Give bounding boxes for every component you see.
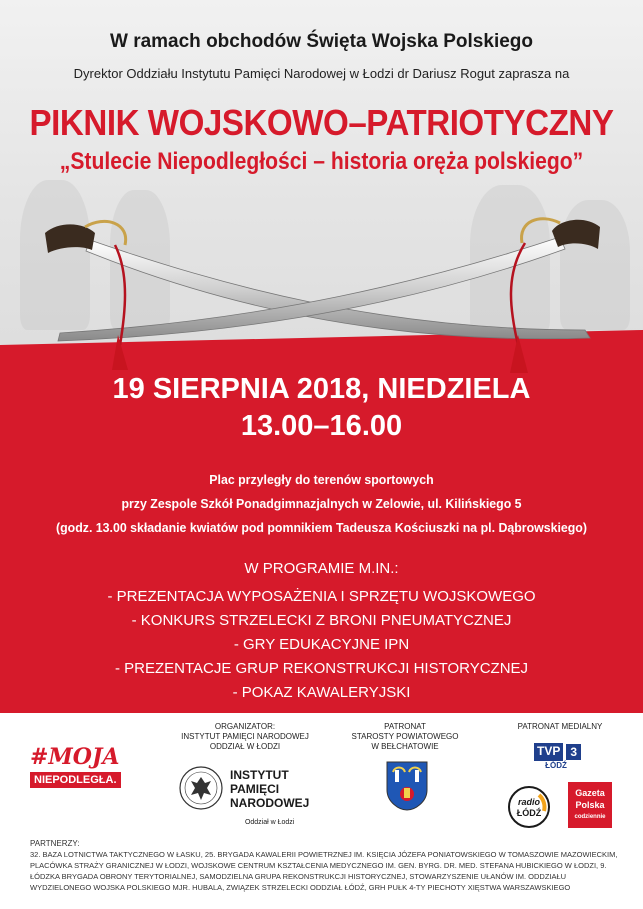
partners-text: 32. BAZA LOTNICTWA TAKTYCZNEGO W ŁASKU, 25. BRYGADA KAWALERII POWIETRZNEJ IM. KSIĘCIA JÓZEFA PONIATOWSKIEGO W TOMASZOWIE MAZOWIECKIM, PLACÓWKA STRAŻY GRANICZNEJ W ŁODZI, WOJSKOWE CENTRUM KSZTAŁCENIA MEDYCZNEGO IM. GEN. BYRG. DR. MED. STEFANA HUBICKIEGO W ŁODZI, 9. ŁÓDZKA BRYGADA OBRONY TERYTORIALNEJ, SAMODZIELNA GRUPA REKONSTRUKCJI HISTORYCZNEJ, STOWARZYSZENIE UŁANÓW IM. ODDZIAŁU WYDZIELONEGO WOJSKA POLSKIEGO MJR. HUBALA, ZWIĄZEK STRZELECKI ODDZIAŁ ŁÓDŹ, GRH PUŁK 4-TY PIECHOTY XIĘSTWA WARSZAWSKIEGO — [30, 850, 618, 892]
tvp-number: 3 — [565, 743, 582, 761]
radio-word: radio — [517, 797, 540, 807]
ipn-logo-text — [230, 768, 309, 830]
program-item: - GRY EDUKACYJNE IPN — [233, 636, 410, 653]
campaign-hash: #MOJA — [30, 744, 120, 770]
gazeta-line: Polska — [575, 800, 605, 810]
location-line: Plac przyległy do terenów sportowych — [209, 472, 434, 487]
program-list — [0, 585, 643, 705]
ipn-line: Oddział w Łodzi — [244, 819, 295, 826]
program-item: - PREZENTACJE GRUP REKONSTRUKCJI HISTORYCZNEJ — [114, 660, 529, 677]
location-line: (godz. 13.00 składanie kwiatów pod pomnikiem Tadeusza Kościuszki na pl. Dąbrowskiego) — [56, 520, 587, 535]
organizer-branch: ODDZIAŁ W ŁODZI — [209, 742, 281, 751]
tvp-city: ŁÓDŹ — [545, 761, 567, 770]
patronage-label — [345, 722, 465, 752]
event-time: 13.00–16.00 — [240, 410, 403, 442]
location-line: przy Zespole Szkół Ponadgimnazjalnych w Zelowie, ul. Kilińskiego 5 — [121, 496, 522, 511]
event-location — [16, 468, 627, 540]
event-subtitle: „Stulecie Niepodległości – historia oręża polskiego” — [59, 148, 584, 175]
organizer-label-text: ORGANIZATOR: — [214, 722, 276, 731]
media-label: PATRONAT MEDIALNY — [517, 722, 603, 731]
radio-city: ŁÓDŹ — [516, 808, 542, 818]
tvp-text: TVP — [534, 743, 563, 761]
event-title: PIKNIK WOJSKOWO–PATRIOTYCZNY — [29, 102, 614, 143]
intro-heading: W ramach obchodów Święta Wojska Polskiego — [109, 31, 534, 52]
patronage-line: W BEŁCHATOWIE — [371, 742, 439, 751]
ipn-line: NARODOWEJ — [230, 796, 310, 810]
event-date: 19 SIERPNIA 2018, NIEDZIELA — [112, 373, 531, 405]
county-coat-of-arms-icon — [385, 760, 429, 812]
organizer-name: INSTYTUT PAMIĘCI NARODOWEJ — [181, 732, 309, 741]
campaign-logo — [30, 744, 140, 788]
ipn-line: PAMIĘCI — [230, 782, 280, 796]
gazeta-line: Gazeta — [575, 788, 605, 798]
gazeta-line: codziennie — [574, 814, 606, 820]
partners-label: PARTNERZY: — [30, 839, 80, 848]
radio-lodz-logo — [506, 784, 552, 830]
patronage-line: STAROSTY POWIATOWEGO — [351, 732, 459, 741]
ipn-eagle-seal-icon — [178, 765, 224, 811]
invite-text: Dyrektor Oddziału Instytutu Pamięci Narodowej w Łodzi dr Dariusz Rogut zaprasza na — [73, 66, 570, 81]
program-item: - PREZENTACJA WYPOSAŻENIA I SPRZĘTU WOJSKOWEGO — [107, 588, 536, 605]
tvp3-logo — [534, 743, 582, 761]
patronage-label-text: PATRONAT — [384, 722, 426, 731]
program-heading: W PROGRAMIE M.IN.: — [244, 560, 399, 577]
gazeta-polska-logo — [568, 782, 612, 828]
crossed-sabres-icon — [0, 205, 643, 385]
program-item: - KONKURS STRZELECKI Z BRONI PNEUMATYCZNEJ — [131, 612, 512, 629]
campaign-word: NIEPODLEGŁA. — [30, 772, 121, 788]
ipn-line: INSTYTUT — [230, 768, 289, 782]
program-item: - POKAZ KAWALERYJSKI — [232, 684, 411, 701]
radio-wave-icon — [506, 784, 552, 830]
partners-block — [30, 838, 620, 893]
organizer-label — [170, 722, 320, 752]
